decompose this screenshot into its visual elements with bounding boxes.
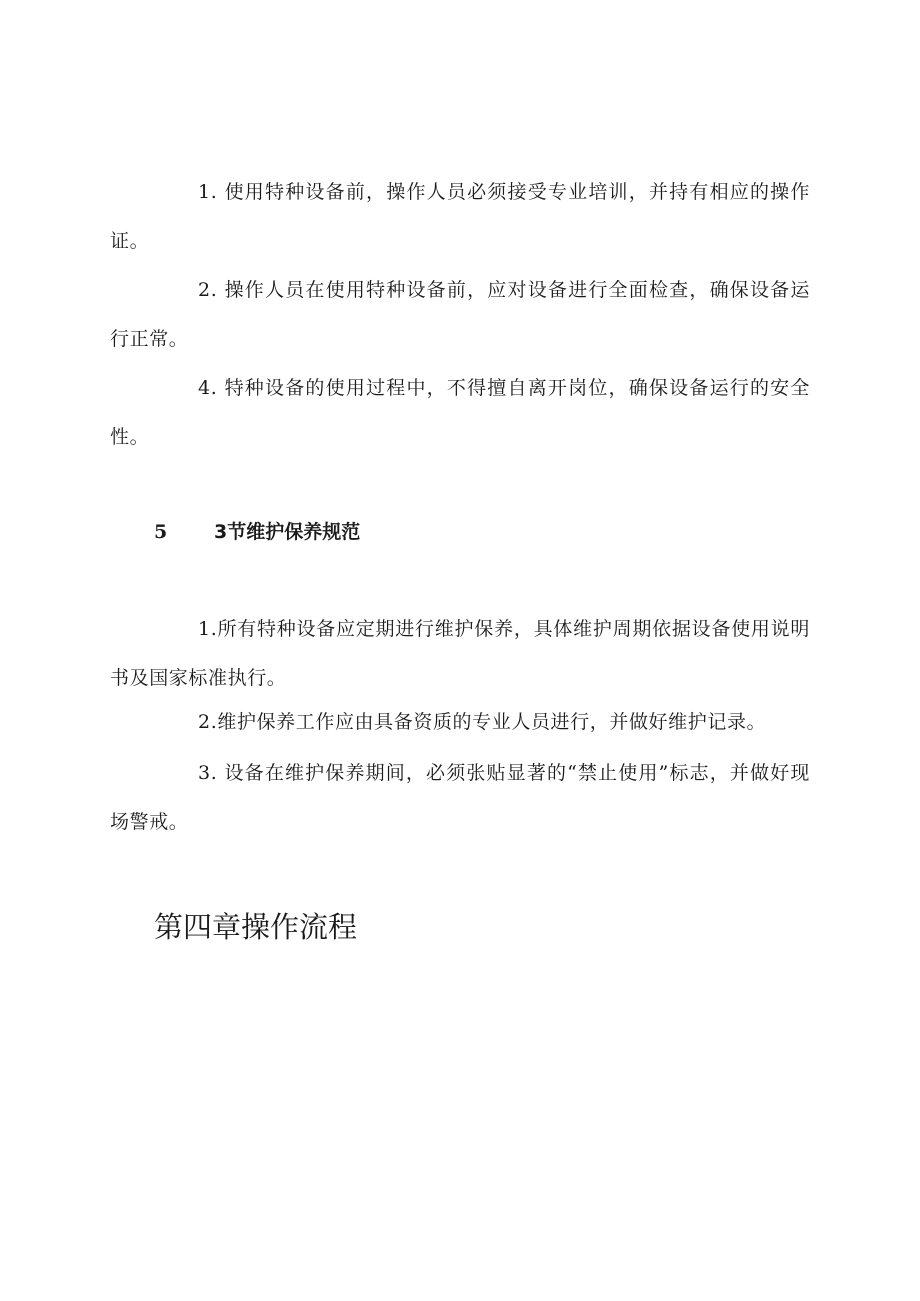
list-item-text: .维护保养工作应由具备资质的专业人员进行，并做好维护记录。 xyxy=(210,711,767,733)
chapter-heading: 第四章操作流程 xyxy=(154,910,358,944)
list-item xyxy=(110,749,810,847)
section-heading-number: 5 xyxy=(154,521,168,543)
list-item-number: 3 xyxy=(198,762,211,784)
section-heading xyxy=(154,515,360,549)
list-item-text: .所有特种设备应定期进行维护保养，具体维护周期依据设备使用说明书及国家标准执行。 xyxy=(110,618,810,689)
section-heading-title: 3节维护保养规范 xyxy=(214,521,361,543)
list-item-text: . 设备在维护保养期间，必须张贴显著的“禁止使用”标志，并做好现场警戒。 xyxy=(110,762,810,833)
list-item xyxy=(110,698,810,747)
list-item-number: 2 xyxy=(198,711,211,733)
list-item-text: . 特种设备的使用过程中，不得擅自离开岗位，确保设备运行的安全性。 xyxy=(110,377,810,448)
list-item-number: 1 xyxy=(198,618,211,640)
list-item xyxy=(110,266,810,364)
list-item-number: 2 xyxy=(198,279,211,301)
list-item-number: 4 xyxy=(198,377,211,399)
list-item xyxy=(110,168,810,266)
list-item xyxy=(110,364,810,462)
list-item-text: . 使用特种设备前，操作人员必须接受专业培训，并持有相应的操作证。 xyxy=(110,181,810,252)
list-item-number: 1 xyxy=(198,181,211,203)
list-item xyxy=(110,605,810,703)
list-item-text: . 操作人员在使用特种设备前，应对设备进行全面检查，确保设备运行正常。 xyxy=(110,279,810,350)
